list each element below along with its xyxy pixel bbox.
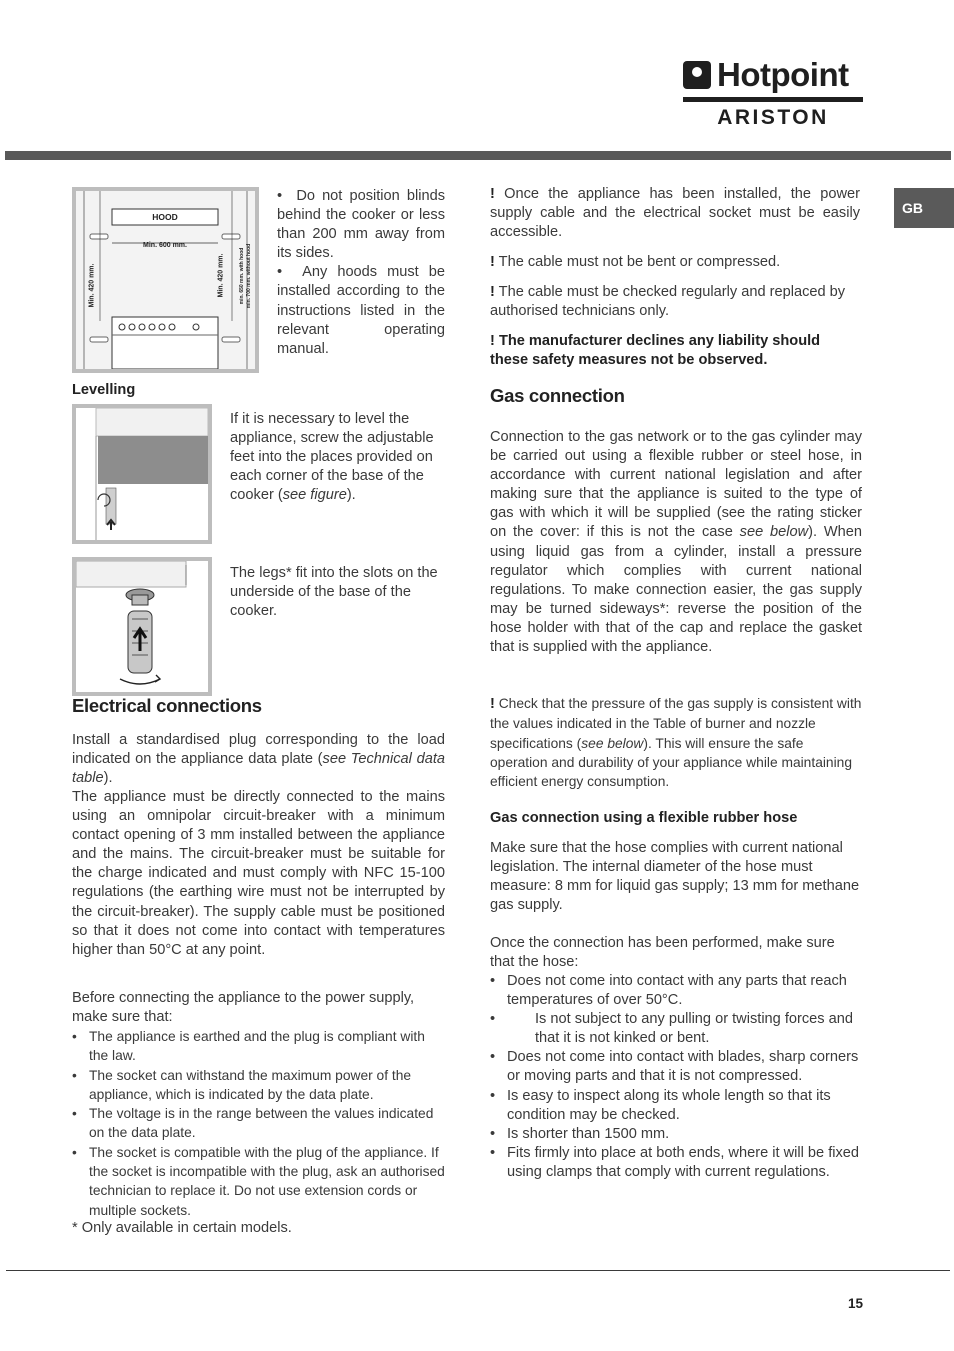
- page-number: 15: [847, 1296, 863, 1311]
- hose-paragraph-1: Make sure that the hose complies with current national legislation. The internal diameter of the hose must measure: 8 mm for liquid gas supply; 13 mm for methane gas supply.: [490, 840, 860, 914]
- electrical-title: Electrical connections: [72, 695, 262, 716]
- footnote: * Only available in certain models.: [72, 1220, 292, 1236]
- list-item: • Does not come into contact with any parts that reach temperatures of over 50°C.: [490, 973, 847, 1009]
- levelling-figure: [72, 404, 212, 544]
- before-connecting-text: Before connecting the appliance to the power supply, make sure that:: [72, 990, 415, 1026]
- hose-paragraph-2: Once the connection has been performed, make sure that the hose:: [490, 935, 835, 971]
- gas-paragraph-1: Connection to the gas network or to the gas cylinder may be carried out using a flexible rubber or steel hose, in accordance with current national legislation and after making sure that the appliance is suited to the type of gas with which it will be supplied (see the rating sticker on the cover: if this is not the case see below). When using liquid gas from a cylinder, install a pressure regulator which complies with current national regulations. To make connection easier, the gas supply may be turned sideways*: reverse the position of the hose holder with that of the cap and replace the gasket that is supplied with the appliance.: [490, 429, 863, 656]
- list-item: • Any hoods must be installed according to the instructions listed in the relevant operating manual.: [277, 264, 445, 357]
- logo-mark-icon: [683, 61, 711, 89]
- footer-rule: [6, 1270, 950, 1271]
- legs-figure: [72, 557, 212, 696]
- list-item: • The socket can withstand the maximum power of the appliance, which is indicated by the data plate.: [72, 1067, 412, 1102]
- list-item: • The appliance is earthed and the plug is compliant with the law.: [72, 1029, 425, 1064]
- hose-checks-list: [490, 972, 862, 1182]
- brand-name: Hotpoint: [717, 56, 849, 93]
- warning-1: ! Once the appliance has been installed, the power supply cable and the electrical socket must be easily accessible.: [490, 186, 860, 241]
- list-item: • Does not come into contact with blades, sharp corners or moving parts and that it is not compressed.: [490, 1049, 859, 1085]
- legs-text: The legs* fit into the slots on the underside of the base of the cooker.: [230, 565, 438, 620]
- list-item: • Is not subject to any pulling or twisting forces and that it is not kinked or bent.: [490, 1011, 853, 1047]
- logo-rule: [683, 97, 863, 102]
- levelling-foot-diagram: [76, 408, 208, 540]
- warning-3: ! The cable must be checked regularly and replaced by authorised technicians only.: [490, 284, 846, 320]
- min-height-label-2: min. 700 mm. without hood: [246, 243, 252, 309]
- hood-label: HOOD: [152, 212, 178, 222]
- electrical-paragraph-2: The appliance must be directly connected to the mains using an omnipolar circuit-breaker with a minimum contact opening of 3 mm installed between the appliance and the mains. The circuit-breaker must be suitable for the charge indicated and must comply with NFC 15-100 regulations (the earthing wire must not be interrupted by the circuit-breaker). The supply cable must be positioned so that it does not come into contact with temperatures higher than 50°C at any point.: [72, 789, 445, 958]
- language-tab: GB: [894, 188, 954, 228]
- electrical-paragraph-1: Install a standardised plug corresponding to the load indicated on the appliance data plate (see Technical data table).: [72, 732, 446, 787]
- rubber-hose-title: Gas connection using a flexible rubber hose: [490, 810, 798, 826]
- levelling-title: Levelling: [72, 382, 136, 398]
- min-height-label-1: min. 650 mm. with hood: [239, 247, 245, 305]
- list-item: • The voltage is in the range between the values indicated on the data plate.: [72, 1106, 434, 1141]
- list-item: • Is easy to inspect along its whole length so that its condition may be checked.: [490, 1087, 831, 1123]
- gas-connection-title: Gas connection: [490, 385, 625, 406]
- electrical-checks-list: [72, 1027, 445, 1220]
- warning-2: ! The cable must not be bent or compressed.: [490, 254, 781, 270]
- list-item: • Is shorter than 1500 mm.: [490, 1125, 670, 1142]
- list-item: • Fits firmly into place at both ends, where it will be fixed using clamps that comply with current regulations.: [490, 1144, 860, 1180]
- leg-slot-diagram: [76, 561, 208, 692]
- placement-bullets: [277, 187, 445, 359]
- list-item: • Do not position blinds behind the cooker or less than 200 mm away from its sides.: [277, 188, 445, 262]
- header-bar: [5, 151, 951, 160]
- brand-sub: ARISTON: [717, 106, 829, 129]
- min-width-label: Min. 600 mm.: [143, 242, 187, 249]
- gas-pressure-note: ! Check that the pressure of the gas supply is consistent with the values indicated in the Table of burner and nozzle specifications (see below). This will ensure the safe operation and durability of your appliance while maintaining efficient energy consumption.: [490, 696, 862, 790]
- hood-clearance-figure: [72, 187, 259, 373]
- min-side-left-label: Min. 420 mm.: [88, 263, 96, 308]
- brand-logo: [683, 58, 863, 130]
- min-side-right-label: Min. 420 mm.: [217, 253, 225, 298]
- levelling-text: If it is necessary to level the appliance, screw the adjustable feet into the places provided on each corner of the base of the cooker (see figure).: [230, 411, 434, 504]
- warning-4: ! The manufacturer declines any liability should these safety measures not be observed.: [490, 333, 821, 369]
- list-item: • The socket is compatible with the plug of the appliance. If the socket is incompatible with the plug, ask an authorised technician to replace it. Do not use extension cords or multiple sockets.: [72, 1144, 445, 1218]
